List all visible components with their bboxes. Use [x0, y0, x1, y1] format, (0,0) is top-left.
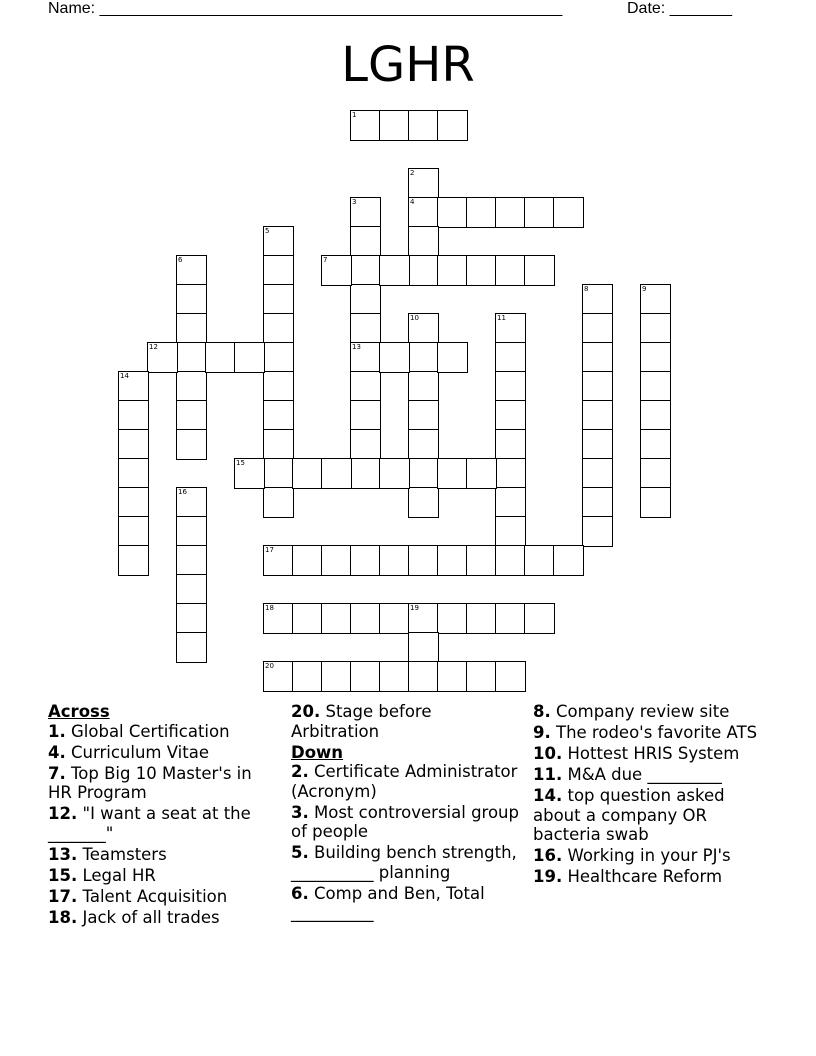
grid-cell[interactable] [263, 400, 294, 431]
grid-cell[interactable] [350, 400, 381, 431]
grid-cell[interactable] [408, 487, 439, 518]
grid-cell[interactable] [379, 342, 410, 373]
cell-number: 19 [410, 604, 419, 612]
grid-cell[interactable] [495, 371, 526, 402]
grid-cell[interactable] [466, 661, 497, 692]
across-clue-17: 17. Talent Acquisition [48, 886, 228, 906]
grid-cell[interactable] [582, 487, 613, 518]
grid-cell[interactable] [263, 603, 294, 634]
cell-number: 10 [410, 314, 419, 322]
grid-cell[interactable] [176, 255, 207, 286]
across-clue-4: 4. Curriculum Vitae [48, 742, 209, 762]
grid-cell[interactable] [640, 400, 671, 431]
grid-cell[interactable] [118, 400, 149, 431]
grid-cell[interactable] [582, 284, 613, 315]
cell-number: 9 [642, 285, 647, 293]
grid-cell[interactable] [408, 661, 439, 692]
grid-cell[interactable] [640, 284, 671, 315]
down-clue-8: 8. Company review site [533, 702, 730, 721]
grid-cell[interactable] [553, 545, 584, 576]
down-clue-14: 14. top question asked about a company OR bacteria swab [533, 786, 725, 844]
grid-cell[interactable] [582, 429, 613, 460]
cell-number: 17 [265, 546, 274, 554]
grid-cell[interactable] [234, 458, 265, 489]
grid-cell[interactable] [582, 458, 613, 489]
grid-cell[interactable] [263, 371, 294, 402]
grid-cell[interactable] [176, 429, 207, 460]
grid-cell[interactable] [495, 255, 526, 286]
grid-cell[interactable] [350, 313, 381, 344]
grid-cell[interactable] [263, 313, 294, 344]
cell-number: 6 [178, 256, 183, 264]
across-clue-13: 13. Teamsters [48, 844, 167, 864]
down-clue-9: 9. The rodeo's favorite ATS [533, 723, 758, 742]
cell-number: 15 [236, 459, 245, 467]
grid-cell[interactable] [321, 661, 352, 692]
grid-cell[interactable] [292, 603, 323, 634]
grid-cell[interactable] [495, 661, 526, 692]
cell-number: 3 [352, 198, 357, 206]
grid-cell[interactable] [379, 255, 410, 286]
grid-cell[interactable] [263, 255, 294, 286]
grid-cell[interactable] [437, 342, 468, 373]
clue-column-1 [48, 702, 278, 929]
grid-cell[interactable] [118, 458, 149, 489]
grid-cell[interactable] [640, 371, 671, 402]
cell-number: 20 [265, 662, 274, 670]
cell-number: 14 [120, 372, 129, 380]
grid-cell[interactable] [437, 110, 468, 141]
page-title: LGHR [341, 37, 475, 93]
grid-cell[interactable] [205, 342, 236, 373]
grid-cell[interactable] [176, 574, 207, 605]
grid-cell[interactable] [408, 458, 439, 489]
grid-cell[interactable] [495, 400, 526, 431]
across-clue-20: 20. Stage before Arbitration [291, 702, 432, 741]
grid-cell[interactable] [176, 284, 207, 315]
grid-cell[interactable] [263, 284, 294, 315]
grid-cell[interactable] [176, 487, 207, 518]
grid-cell[interactable] [234, 342, 265, 373]
grid-cell[interactable] [350, 429, 381, 460]
grid-cell[interactable] [176, 603, 207, 634]
grid-cell[interactable] [379, 110, 410, 141]
clue-column-2 [291, 702, 523, 924]
grid-cell[interactable] [640, 487, 671, 518]
grid-cell[interactable] [147, 342, 178, 373]
grid-cell[interactable] [582, 400, 613, 431]
cell-number: 12 [149, 343, 158, 351]
grid-cell[interactable] [263, 487, 294, 518]
cell-number: 8 [584, 285, 589, 293]
grid-cell[interactable] [495, 603, 526, 634]
grid-cell[interactable] [466, 603, 497, 634]
grid-cell[interactable] [263, 342, 294, 373]
grid-cell[interactable] [408, 400, 439, 431]
grid-cell[interactable] [408, 226, 439, 257]
grid-cell[interactable] [176, 545, 207, 576]
grid-cell[interactable] [408, 168, 439, 199]
grid-cell[interactable] [176, 313, 207, 344]
down-clue-10: 10. Hottest HRIS System [533, 744, 740, 763]
grid-cell[interactable] [350, 603, 381, 634]
grid-cell[interactable] [466, 458, 497, 489]
grid-cell[interactable] [176, 342, 207, 373]
grid-cell[interactable] [437, 545, 468, 576]
grid-cell[interactable] [437, 661, 468, 692]
grid-cell[interactable] [263, 545, 294, 576]
grid-cell[interactable] [292, 458, 323, 489]
grid-cell[interactable] [176, 371, 207, 402]
grid-cell[interactable] [495, 429, 526, 460]
cell-number: 4 [410, 198, 415, 206]
grid-cell[interactable] [350, 661, 381, 692]
grid-cell[interactable] [640, 429, 671, 460]
grid-cell[interactable] [350, 342, 381, 373]
grid-cell[interactable] [321, 458, 352, 489]
grid-cell[interactable] [263, 226, 294, 257]
grid-cell[interactable] [321, 255, 352, 286]
grid-cell[interactable] [379, 661, 410, 692]
grid-cell[interactable] [408, 429, 439, 460]
grid-cell[interactable] [495, 458, 526, 489]
grid-cell[interactable] [495, 313, 526, 344]
across-clue-1: 1. Global Certification [48, 721, 230, 741]
grid-cell[interactable] [495, 487, 526, 518]
grid-cell[interactable] [408, 603, 439, 634]
grid-cell[interactable] [408, 197, 439, 228]
grid-cell[interactable] [553, 197, 584, 228]
down-clue-5: 5. Building bench strength, __________ planning [291, 843, 517, 882]
across-clue-18: 18. Jack of all trades [48, 907, 220, 927]
grid-cell[interactable] [379, 458, 410, 489]
cell-number: 18 [265, 604, 274, 612]
grid-cell[interactable] [582, 516, 613, 547]
name-field: Name: ____________________________________________________ [48, 0, 563, 17]
across-clue-7: 7. Top Big 10 Master's in HR Program [48, 763, 252, 802]
grid-cell[interactable] [350, 458, 381, 489]
grid-cell[interactable] [350, 110, 381, 141]
clue-column-3 [533, 702, 763, 888]
grid-cell[interactable] [263, 661, 294, 692]
grid-cell[interactable] [263, 458, 294, 489]
grid-cell[interactable] [524, 603, 555, 634]
cell-number: 13 [352, 343, 361, 351]
down-clue-16: 16. Working in your PJ's [533, 846, 731, 865]
grid-cell[interactable] [582, 342, 613, 373]
grid-cell[interactable] [321, 545, 352, 576]
grid-cell[interactable] [495, 197, 526, 228]
grid-cell[interactable] [350, 284, 381, 315]
cell-number: 1 [352, 111, 357, 119]
grid-cell[interactable] [292, 545, 323, 576]
grid-cell[interactable] [118, 545, 149, 576]
cell-number: 5 [265, 227, 270, 235]
grid-cell[interactable] [495, 342, 526, 373]
grid-cell[interactable] [524, 545, 555, 576]
date-field: Date: _______ [627, 0, 732, 17]
down-clue-6: 6. Comp and Ben, Total __________ [291, 883, 485, 922]
grid-cell[interactable] [437, 603, 468, 634]
grid-cell[interactable] [437, 255, 468, 286]
grid-cell[interactable] [350, 226, 381, 257]
grid-cell[interactable] [350, 371, 381, 402]
grid-cell[interactable] [118, 487, 149, 518]
grid-cell[interactable] [263, 429, 294, 460]
cell-number: 2 [410, 169, 415, 177]
down-clue-11: 11. M&A due _________ [533, 765, 722, 784]
grid-cell[interactable] [582, 371, 613, 402]
grid-cell[interactable] [321, 603, 352, 634]
grid-cell[interactable] [350, 545, 381, 576]
grid-cell[interactable] [408, 371, 439, 402]
grid-cell[interactable] [466, 545, 497, 576]
cell-number: 7 [323, 256, 328, 264]
grid-cell[interactable] [379, 603, 410, 634]
down-clue-19: 19. Healthcare Reform [533, 867, 723, 886]
grid-cell[interactable] [466, 255, 497, 286]
grid-cell[interactable] [640, 458, 671, 489]
grid-cell[interactable] [437, 197, 468, 228]
grid-cell[interactable] [582, 313, 613, 344]
grid-cell[interactable] [640, 313, 671, 344]
grid-cell[interactable] [524, 197, 555, 228]
down-heading: Down [291, 742, 344, 762]
grid-cell[interactable] [408, 342, 439, 373]
grid-cell[interactable] [408, 313, 439, 344]
down-clue-3: 3. Most controversial group of people [291, 802, 519, 841]
across-clue-12: 12. "I want a seat at the _______" [48, 804, 251, 843]
grid-cell[interactable] [176, 516, 207, 547]
grid-cell[interactable] [292, 661, 323, 692]
grid-cell[interactable] [437, 458, 468, 489]
grid-cell[interactable] [408, 632, 439, 663]
across-heading: Across [48, 702, 110, 721]
cell-number: 16 [178, 488, 187, 496]
grid-cell[interactable] [524, 255, 555, 286]
grid-cell[interactable] [350, 197, 381, 228]
grid-cell[interactable] [408, 255, 439, 286]
grid-cell[interactable] [118, 371, 149, 402]
across-clue-15: 15. Legal HR [48, 865, 156, 885]
grid-cell[interactable] [379, 545, 410, 576]
grid-cell[interactable] [640, 342, 671, 373]
grid-cell[interactable] [466, 197, 497, 228]
down-clue-2: 2. Certificate Administrator (Acronym) [291, 762, 518, 801]
grid-cell[interactable] [495, 516, 526, 547]
grid-cell[interactable] [408, 545, 439, 576]
grid-cell[interactable] [118, 429, 149, 460]
cell-number: 11 [497, 314, 506, 322]
grid-cell[interactable] [118, 516, 149, 547]
grid-cell[interactable] [176, 400, 207, 431]
grid-cell[interactable] [408, 110, 439, 141]
grid-cell[interactable] [176, 632, 207, 663]
grid-cell[interactable] [350, 255, 381, 286]
grid-cell[interactable] [495, 545, 526, 576]
